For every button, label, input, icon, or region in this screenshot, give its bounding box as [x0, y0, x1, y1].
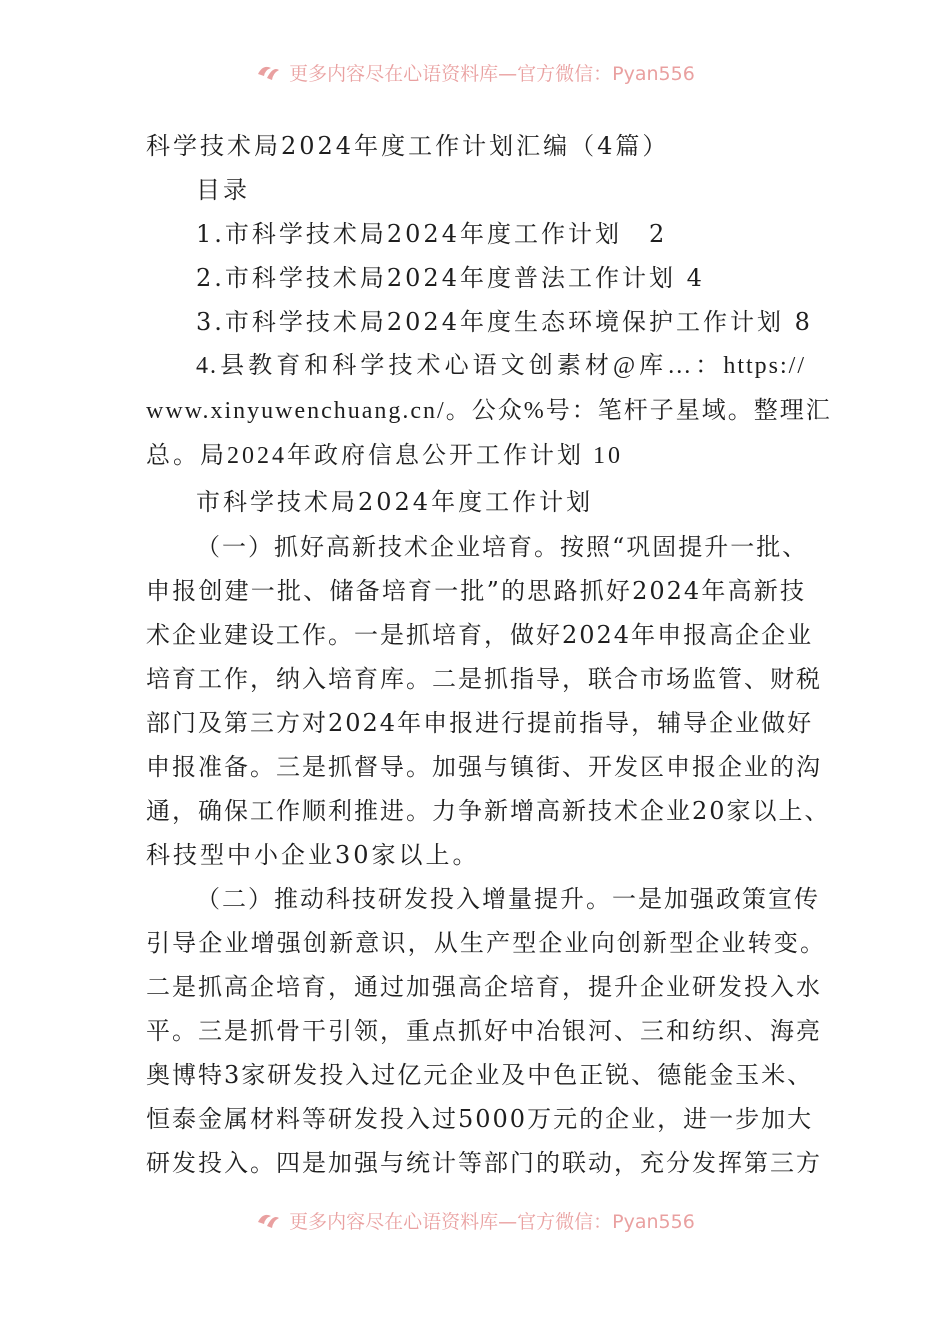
para1-line: 申报创建一批、储备培育一批”的思路抓好2024年高新技	[146, 577, 806, 605]
toc-item-2: 2.市科学技术局2024年度普法工作计划 4	[196, 264, 705, 292]
para1-line: 申报准备。三是抓督导。加强与镇街、开发区申报企业的沟	[146, 753, 822, 781]
para1-line: 部门及第三方对2024年申报进行提前指导，辅导企业做好	[146, 709, 814, 737]
para1-line: （一）抓好高新技术企业培育。按照“巩固提升一批、	[196, 533, 809, 561]
para2-line: 研发投入。四是加强与统计等部门的联动，充分发挥第三方	[146, 1149, 822, 1177]
para1-line: 培育工作，纳入培育库。二是抓指导，联合市场监管、财税	[146, 665, 822, 693]
para1-line: 科技型中小企业30家以上。	[146, 841, 480, 869]
watermark-text: 更多内容尽在心语资料库—官方微信：Pyan556	[289, 62, 695, 85]
toc-item-4-line-3: 总。局2024年政府信息公开工作计划 10	[146, 443, 623, 469]
para2-line: 二是抓高企培育，通过加强高企培育，提升企业研发投入水	[146, 973, 822, 1001]
watermark-logo-icon	[255, 62, 281, 82]
toc-item-4-line-2: www.xinyuwenchuang.cn/。公众%号：笔杆子星域。整理汇	[146, 398, 832, 424]
para2-line: 平。三是抓骨干引领，重点抓好中冶银河、三和纺织、海亮	[146, 1017, 822, 1045]
toc-item-4-line-1: 4.县教育和科学技术心语文创素材@库…：https://	[196, 353, 806, 379]
section-title: 市科学技术局2024年度工作计划	[196, 488, 594, 516]
para2-line: 恒泰金属材料等研发投入过5000万元的企业，进一步加大	[146, 1105, 814, 1133]
para1-line: 术企业建设工作。一是抓培育，做好2024年申报高企企业	[146, 621, 814, 649]
para2-line: 引导企业增强创新意识，从生产型企业向创新型企业转变。	[146, 929, 826, 957]
toc-item-1: 1.市科学技术局2024年度工作计划 2	[196, 220, 668, 248]
toc-heading: 目录	[196, 176, 250, 204]
para2-line: （二）推动科技研发投入增量提升。一是加强政策宣传	[196, 885, 820, 913]
watermark-bottom	[0, 1200, 950, 1240]
toc-item-3: 3.市科学技术局2024年度生态环境保护工作计划 8	[196, 308, 813, 336]
para1-line: 通，确保工作顺利推进。力争新增高新技术企业20家以上、	[146, 797, 831, 825]
watermark-text: 更多内容尽在心语资料库—官方微信：Pyan556	[289, 1210, 695, 1233]
para2-line: 奥博特3家研发投入过亿元企业及中色正锐、德能金玉米、	[146, 1061, 814, 1089]
watermark-logo-icon	[255, 1210, 281, 1230]
doc-title: 科学技术局2024年度工作计划汇编（4篇）	[146, 132, 670, 160]
watermark-top	[0, 52, 950, 92]
